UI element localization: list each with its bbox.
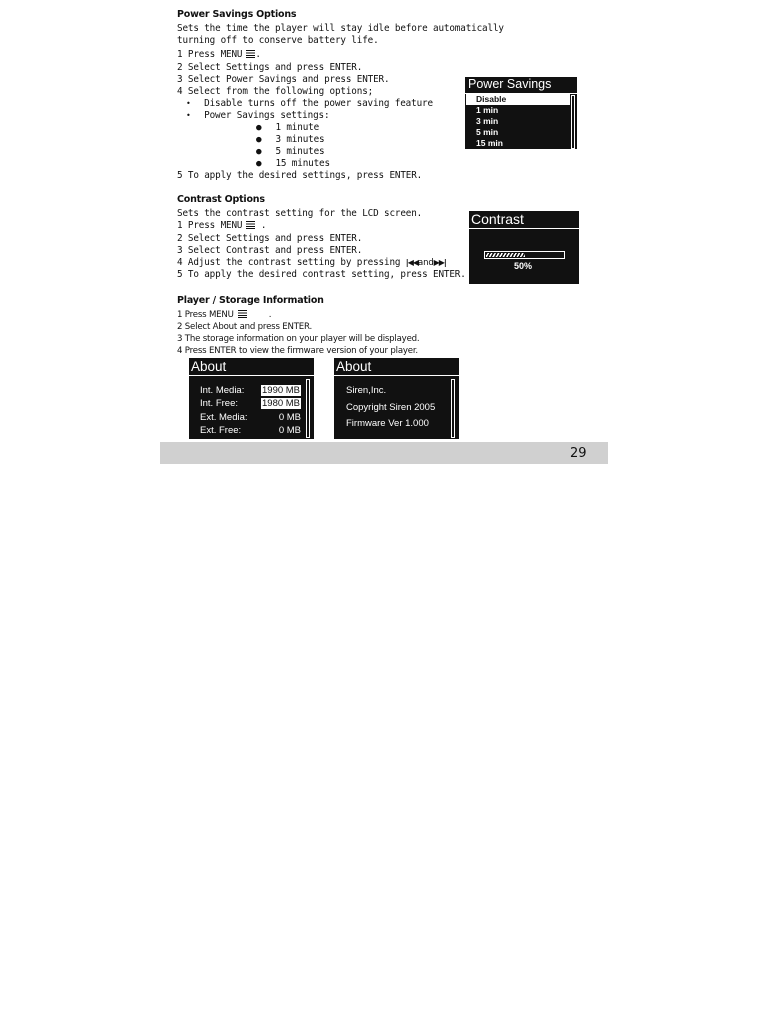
power-screen-item-5min: 5 min bbox=[476, 127, 499, 137]
power-step3: 3 Select Power Savings and press ENTER. bbox=[177, 74, 390, 85]
about-row-label: Ext. Media: bbox=[200, 412, 248, 423]
skip-forward-icon: ▶▶| bbox=[433, 258, 446, 267]
skip-back-icon: |◀◀ bbox=[405, 258, 419, 267]
power-option-settings bbox=[186, 110, 329, 121]
screen-divider bbox=[469, 228, 579, 229]
power-option-settings-text: Power Savings settings: bbox=[204, 110, 330, 121]
power-option-disable-text: Disable turns off the power saving feature bbox=[204, 98, 433, 109]
power-sub-15-text: 15 minutes bbox=[275, 158, 330, 169]
power-savings-heading: Power Savings Options bbox=[177, 9, 297, 20]
storage-heading: Player / Storage Information bbox=[177, 295, 324, 306]
power-sub-3 bbox=[256, 134, 324, 145]
screen-divider bbox=[189, 375, 314, 376]
power-sub-5 bbox=[256, 146, 324, 157]
contrast-level-bar bbox=[484, 251, 565, 259]
contrast-desc: Sets the contrast setting for the LCD screen. bbox=[177, 208, 423, 219]
contrast-screen bbox=[469, 211, 579, 284]
about-row-value: 0 MB bbox=[278, 412, 301, 423]
power-savings-desc-line1: Sets the time the player will stay idle before automatically bbox=[177, 23, 504, 34]
page-footer-bar bbox=[160, 442, 608, 464]
menu-icon bbox=[246, 221, 255, 229]
storage-step1-text: 1 Press MENU bbox=[177, 310, 234, 320]
power-screen-item-disable: Disable bbox=[466, 94, 570, 105]
power-sub-5-text: 5 minutes bbox=[275, 146, 325, 157]
storage-step4: 4 Press ENTER to view the firmware version of your player. bbox=[177, 346, 418, 356]
screen-scrollbar bbox=[306, 379, 310, 438]
about-storage-screen bbox=[189, 358, 314, 439]
bullet-icon: • bbox=[186, 111, 191, 120]
about-copyright-line: Copyright Siren 2005 bbox=[346, 402, 436, 413]
contrast-heading: Contrast Options bbox=[177, 194, 265, 205]
power-step1 bbox=[177, 49, 261, 60]
contrast-level-fill bbox=[486, 253, 525, 257]
contrast-step4 bbox=[177, 257, 446, 268]
storage-step1-suffix: . bbox=[268, 310, 272, 320]
bullet-icon: ● bbox=[256, 158, 262, 169]
power-screen-item-15min: 15 min bbox=[476, 138, 503, 148]
bullet-icon: ● bbox=[256, 146, 262, 157]
contrast-step1-text: 1 Press MENU bbox=[177, 220, 243, 231]
contrast-step4-and: and bbox=[418, 258, 434, 268]
menu-icon bbox=[238, 310, 247, 318]
screen-divider bbox=[334, 375, 459, 376]
contrast-step4-text: 4 Adjust the contrast setting by pressing bbox=[177, 257, 401, 268]
bullet-icon: ● bbox=[256, 122, 262, 133]
contrast-value-label: 50% bbox=[514, 261, 533, 271]
power-savings-screen-title: Power Savings bbox=[468, 77, 552, 91]
power-sub-1 bbox=[256, 122, 319, 133]
power-sub-3-text: 3 minutes bbox=[275, 134, 325, 145]
about-firmware-screen bbox=[334, 358, 459, 439]
storage-step1 bbox=[177, 310, 271, 320]
power-option-disable bbox=[186, 98, 433, 109]
power-savings-screen bbox=[465, 77, 577, 149]
power-step1-suffix: . bbox=[255, 49, 261, 60]
power-sub-15 bbox=[256, 158, 330, 169]
power-sub-1-text: 1 minute bbox=[275, 122, 320, 133]
storage-step3: 3 The storage information on your player will be displayed. bbox=[177, 334, 420, 344]
storage-step2: 2 Select About and press ENTER. bbox=[177, 322, 312, 332]
bullet-icon: • bbox=[186, 99, 191, 108]
about-firmware-screen-title: About bbox=[336, 359, 372, 374]
about-row-value: 1990 MB bbox=[262, 385, 301, 396]
contrast-step1 bbox=[177, 220, 266, 231]
about-row-label: Ext. Free: bbox=[200, 425, 242, 436]
about-company-line: Siren,Inc. bbox=[346, 385, 387, 396]
contrast-step5: 5 To apply the desired contrast setting, press ENTER. bbox=[177, 269, 466, 280]
about-firmware-line: Firmware Ver 1.000 bbox=[346, 418, 429, 429]
contrast-step3: 3 Select Contrast and press ENTER. bbox=[177, 245, 363, 256]
power-step2: 2 Select Settings and press ENTER. bbox=[177, 62, 363, 73]
power-step5: 5 To apply the desired settings, press ENTER. bbox=[177, 170, 423, 181]
power-screen-item-1min: 1 min bbox=[476, 105, 499, 115]
contrast-step2: 2 Select Settings and press ENTER. bbox=[177, 233, 363, 244]
about-row-value: 0 MB bbox=[278, 425, 301, 436]
screen-scrollbar bbox=[451, 379, 455, 438]
power-step1-text: 1 Press MENU bbox=[177, 49, 243, 60]
about-storage-screen-title: About bbox=[191, 359, 227, 374]
contrast-step1-suffix: . bbox=[260, 220, 267, 231]
about-row-label: Int. Free: bbox=[200, 398, 239, 409]
contrast-screen-title: Contrast bbox=[471, 211, 524, 227]
about-row-label: Int. Media: bbox=[200, 385, 245, 396]
power-screen-item-3min: 3 min bbox=[476, 116, 499, 126]
about-row-value: 1980 MB bbox=[262, 398, 301, 409]
page-number: 29 bbox=[570, 446, 587, 461]
power-step4: 4 Select from the following options; bbox=[177, 86, 374, 97]
bullet-icon: ● bbox=[256, 134, 262, 145]
power-savings-desc-line2: turning off to conserve battery life. bbox=[177, 35, 379, 46]
screen-scrollbar bbox=[571, 95, 575, 149]
